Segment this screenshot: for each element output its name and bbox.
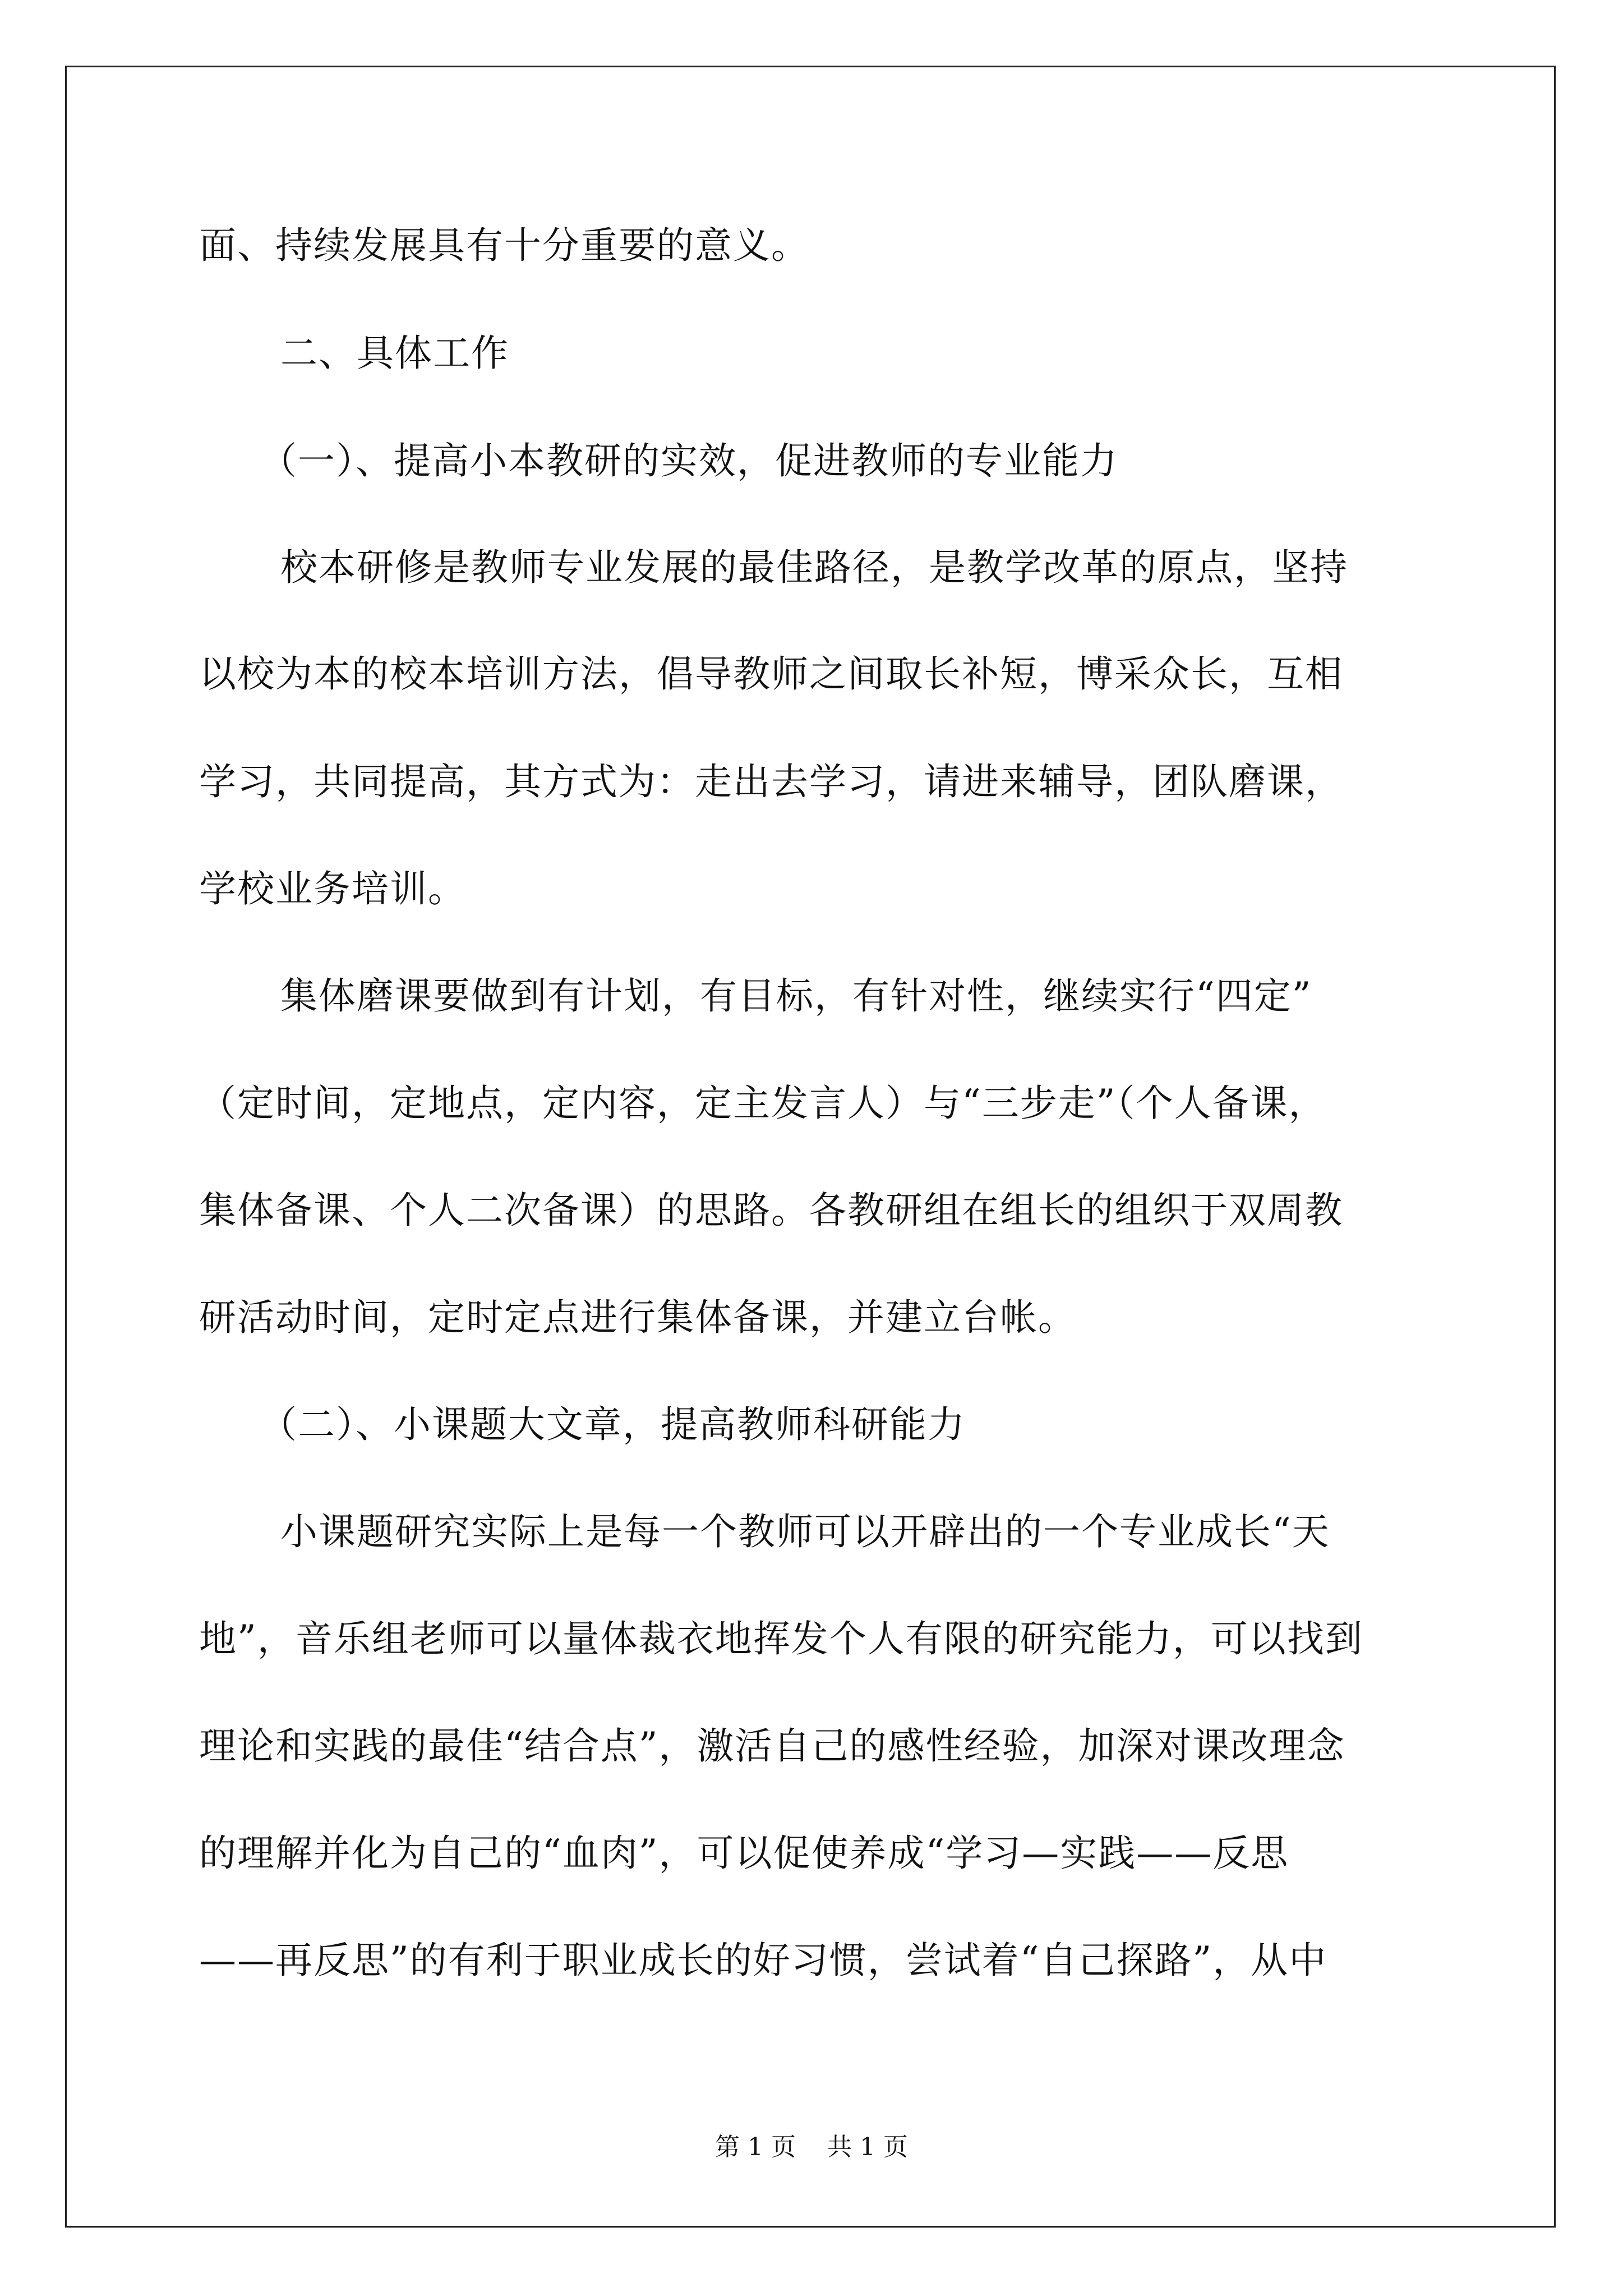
subsection-heading-2: （二）、小课题大文章，提高教师科研能力	[260, 1403, 966, 1446]
paragraph-3-line-3: 理论和实践的最佳“结合点”，激活自己的感性经验，加深对课改理念	[199, 1724, 1345, 1768]
line-1: 面、持续发展具有十分重要的意义。	[199, 224, 809, 267]
page-number-footer: 第 1 页 共 1 页	[715, 2133, 908, 2161]
paragraph-2-line-3: 集体备课、个人二次备课）的思路。各教研组在组长的组织于双周教	[199, 1189, 1343, 1232]
paragraph-3-line-1: 小课题研究实际上是每一个教师可以开辟出的一个专业成长“天	[280, 1510, 1330, 1553]
paragraph-1-line-2: 以校为本的校本培训方法，倡导教师之间取长补短，博采众长，互相	[199, 652, 1343, 696]
page-border	[65, 66, 1556, 2228]
paragraph-2-line-1: 集体磨课要做到有计划，有目标，有针对性，继续实行“四定”	[280, 974, 1312, 1018]
section-heading: 二、具体工作	[280, 332, 509, 375]
paragraph-3-line-2: 地”，音乐组老师可以量体裁衣地挥发个人有限的研究能力，可以找到	[199, 1617, 1363, 1660]
subsection-heading-1: （一）、提高小本教研的实效，促进教师的专业能力	[260, 439, 1118, 482]
paragraph-3-line-4: 的理解并化为自己的“血肉”，可以促使养成“学习—实践——反思	[199, 1832, 1289, 1875]
paragraph-1-line-1: 校本研修是教师专业发展的最佳路径，是教学改革的原点，坚持	[280, 546, 1348, 589]
paragraph-3-line-5: ——再反思”的有利于职业成长的好习惯，尝试着“自己探路”，从中	[199, 1939, 1327, 1982]
paragraph-1-line-4: 学校业务培训。	[199, 867, 466, 910]
paragraph-2-line-4: 研活动时间，定时定点进行集体备课，并建立台帐。	[199, 1296, 1076, 1339]
paragraph-2-line-2: （定时间，定地点，定内容，定主发言人）与“三步走”（个人备课，	[199, 1082, 1327, 1125]
paragraph-1-line-3: 学习，共同提高，其方式为：走出去学习，请进来辅导，团队磨课，	[199, 760, 1343, 803]
